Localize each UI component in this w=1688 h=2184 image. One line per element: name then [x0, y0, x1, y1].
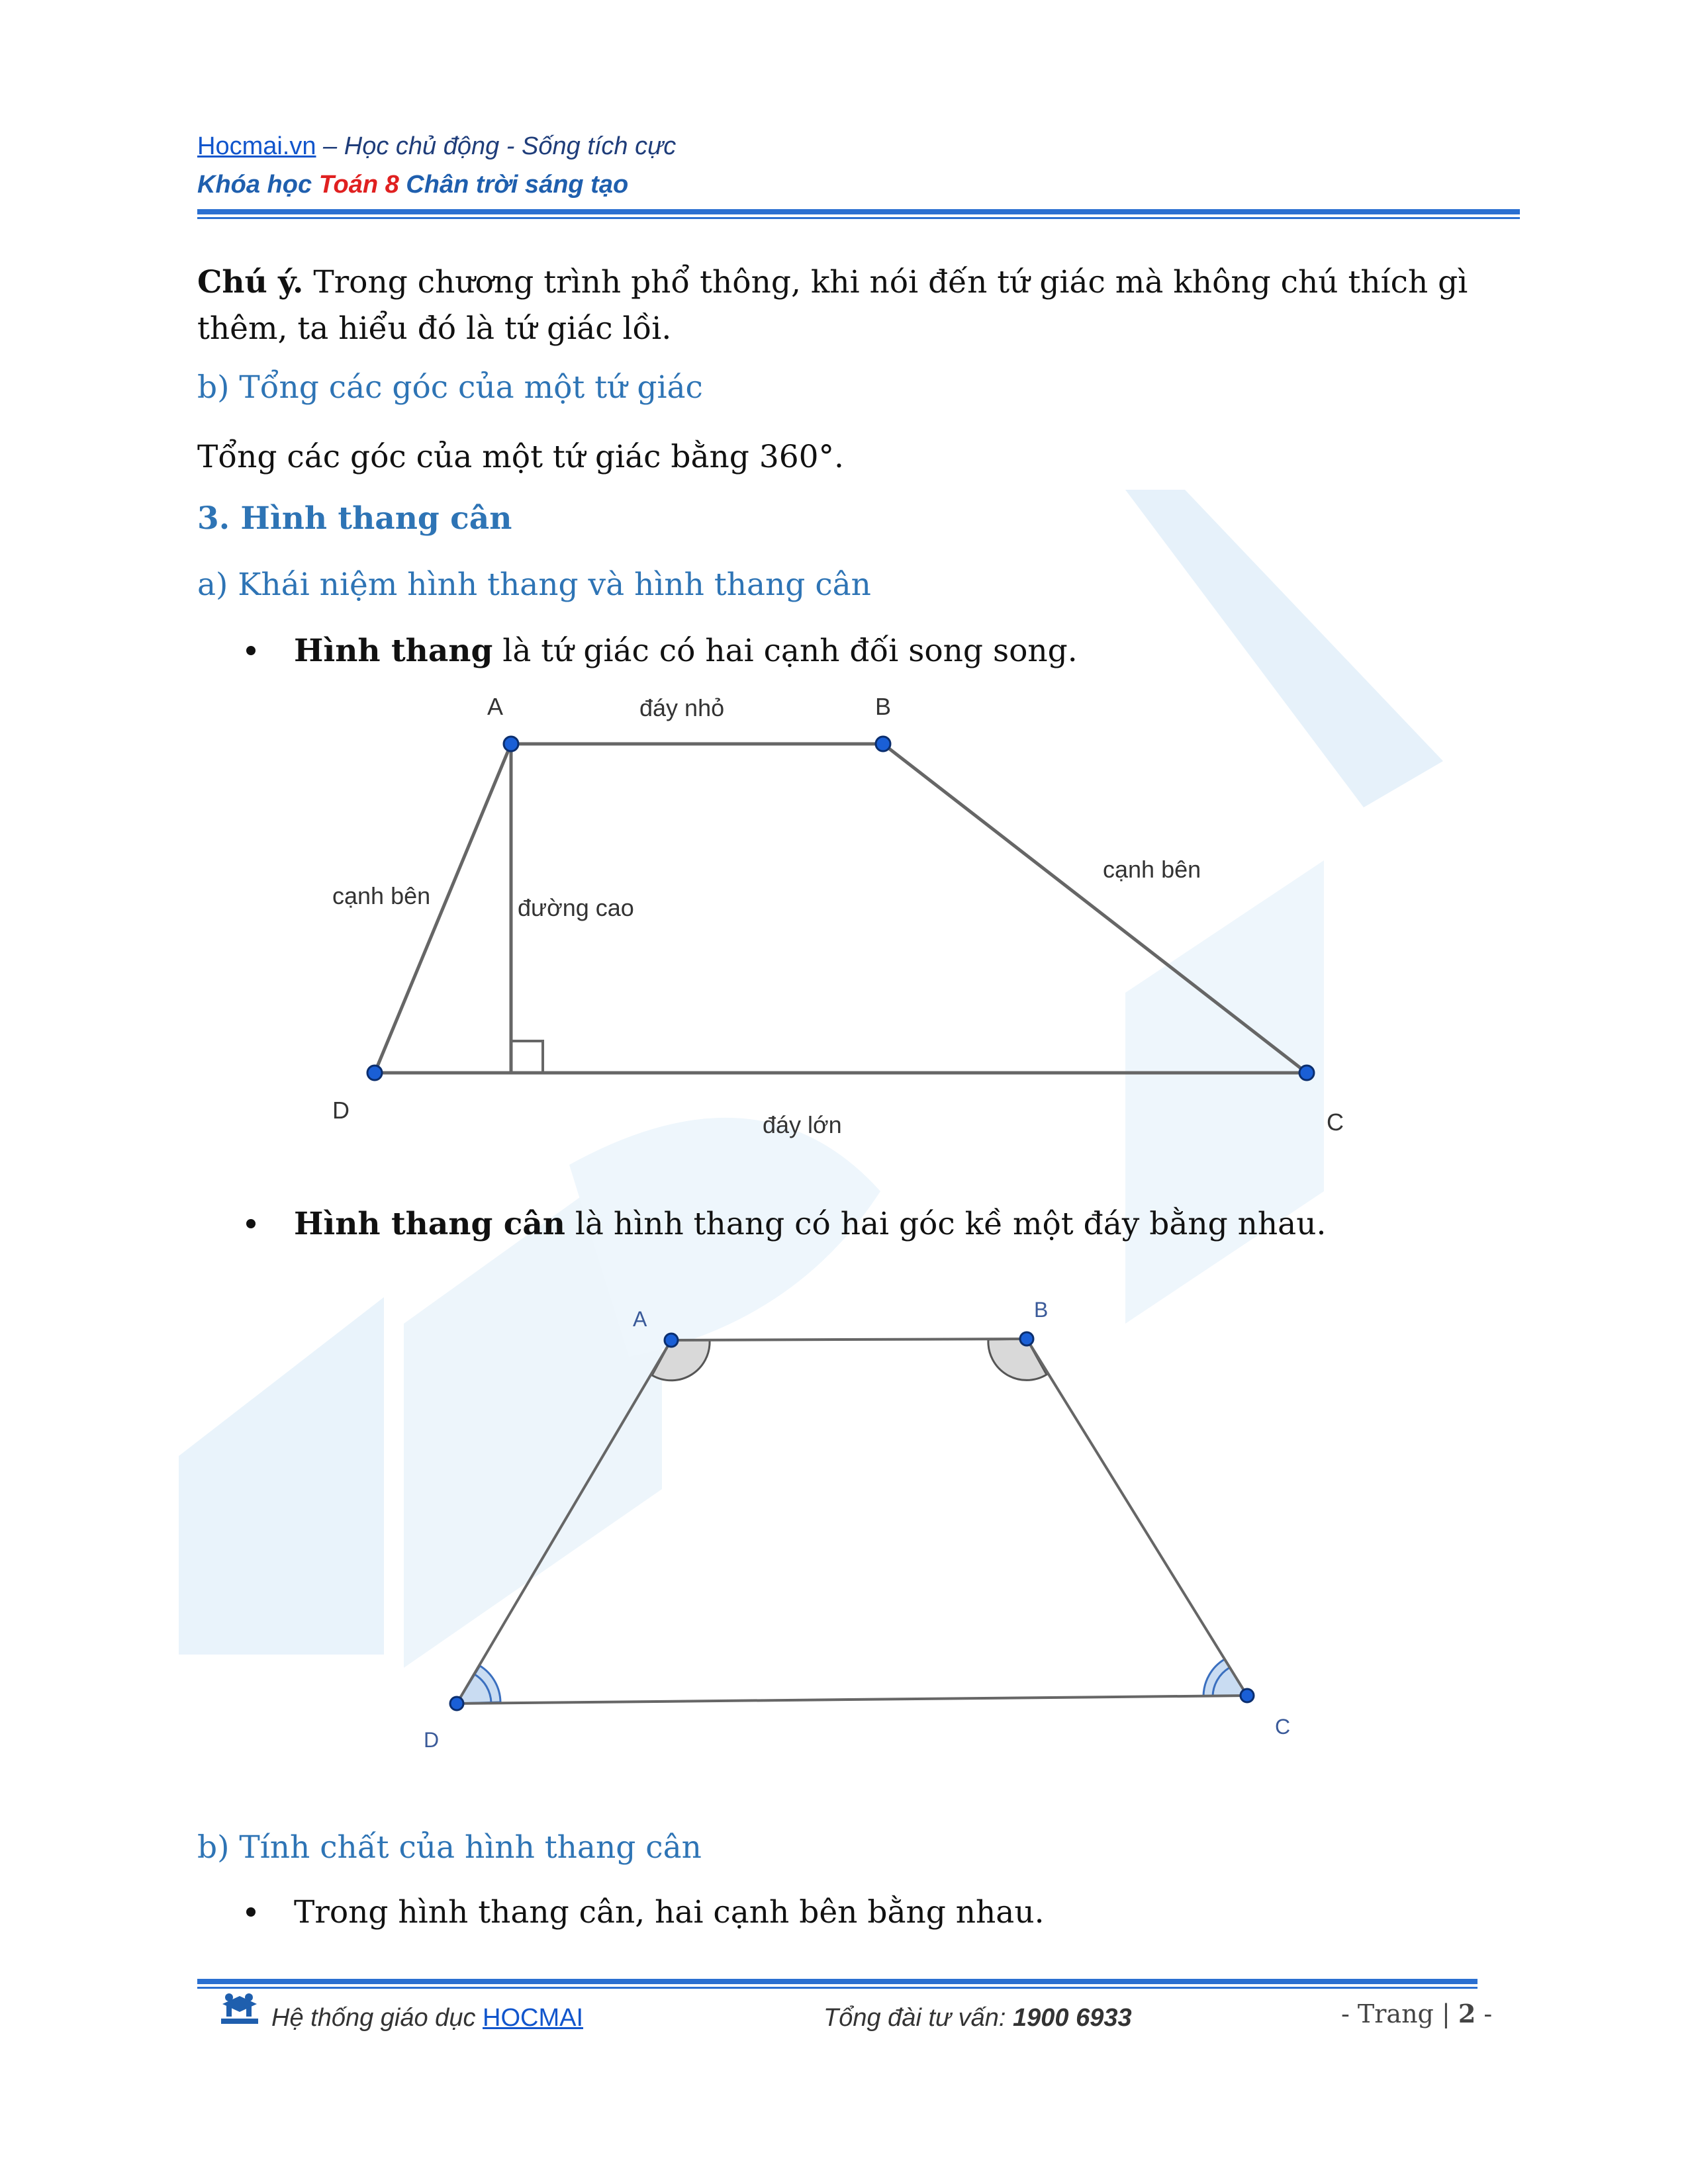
label-height: đường cao [518, 894, 634, 921]
trapezoid-term: Hình thang [294, 633, 493, 669]
edge-da-2 [457, 1340, 671, 1704]
page-prefix: - Trang | [1341, 1999, 1458, 2028]
label-d-2: D [424, 1728, 440, 1752]
hocmai-logo-icon [220, 1992, 259, 2029]
note-text: Trong chương trình phổ thông, khi nói đến tứ giác mà không chú thích gì thêm, ta hiểu đó là tứ giác lồi. [197, 264, 1468, 347]
isosceles-term: Hình thang cân [294, 1206, 565, 1242]
label-b: B [875, 693, 892, 720]
angles-sentence: Tổng các góc của một tứ giác bằng [197, 439, 759, 475]
label-large-base: đáy lớn [763, 1111, 842, 1138]
property-text: Trong hình thang cân, hai cạnh bên bằng nhau. [294, 1894, 1045, 1931]
isosceles-definition: là hình thang có hai góc kề một đáy bằng nhau. [565, 1206, 1327, 1242]
point-c-2 [1241, 1689, 1254, 1702]
edge-cd-2 [457, 1696, 1247, 1704]
site-link[interactable]: Hocmai.vn [197, 132, 316, 160]
footer-hocmai-link[interactable]: HOCMAI [483, 2004, 584, 2032]
slogan: – Học chủ động - Sống tích cực [316, 132, 677, 160]
course-prefix: Khóa học [197, 171, 319, 199]
point-d-2 [450, 1697, 463, 1710]
edge-ab-2 [671, 1339, 1027, 1340]
footer-hotline [823, 2004, 1132, 2032]
edge-bc-2 [1027, 1339, 1247, 1696]
label-right-side: cạnh bên [1103, 856, 1201, 883]
hotline-label: Tổng đài tư vấn: [823, 2004, 1013, 2032]
bullet-dot [246, 1907, 256, 1917]
footer-system [271, 2004, 583, 2032]
label-d: D [332, 1097, 350, 1124]
section-3-heading: 3. Hình thang cân [197, 500, 512, 537]
course-suffix: Chân trời sáng tạo [399, 171, 629, 199]
label-a-2: A [633, 1307, 647, 1331]
page-number [1341, 1999, 1492, 2028]
footer-rule [197, 1979, 1477, 1984]
page-number-value: 2 [1458, 1999, 1476, 2028]
label-c: C [1327, 1109, 1344, 1136]
page-suffix: - [1476, 1999, 1493, 2028]
course-subject: Toán 8 [318, 171, 399, 199]
footer-system-text: Hệ thống giáo dục [271, 2004, 483, 2032]
label-a: A [487, 693, 504, 720]
angles-heading: b) Tổng các góc của một tứ giác [197, 369, 703, 406]
section-3a-heading: a) Khái niệm hình thang và hình thang cân [197, 567, 871, 603]
hotline-number: 1900 6933 [1013, 2004, 1132, 2032]
label-left-side: cạnh bên [332, 882, 431, 909]
angles-value: 360°. [759, 439, 844, 475]
label-small-base: đáy nhỏ [639, 694, 725, 721]
point-b-2 [1020, 1332, 1033, 1345]
note-label: Chú ý. [197, 264, 304, 300]
label-c-2: C [1275, 1715, 1291, 1739]
point-a-2 [665, 1334, 678, 1347]
section-3b-heading: b) Tính chất của hình thang cân [197, 1829, 702, 1866]
label-b-2: B [1034, 1298, 1049, 1322]
bullet-property [246, 1894, 1045, 1931]
footer-rule-thin [197, 1987, 1477, 1989]
trapezoid-definition: là tứ giác có hai cạnh đối song song. [492, 633, 1078, 669]
